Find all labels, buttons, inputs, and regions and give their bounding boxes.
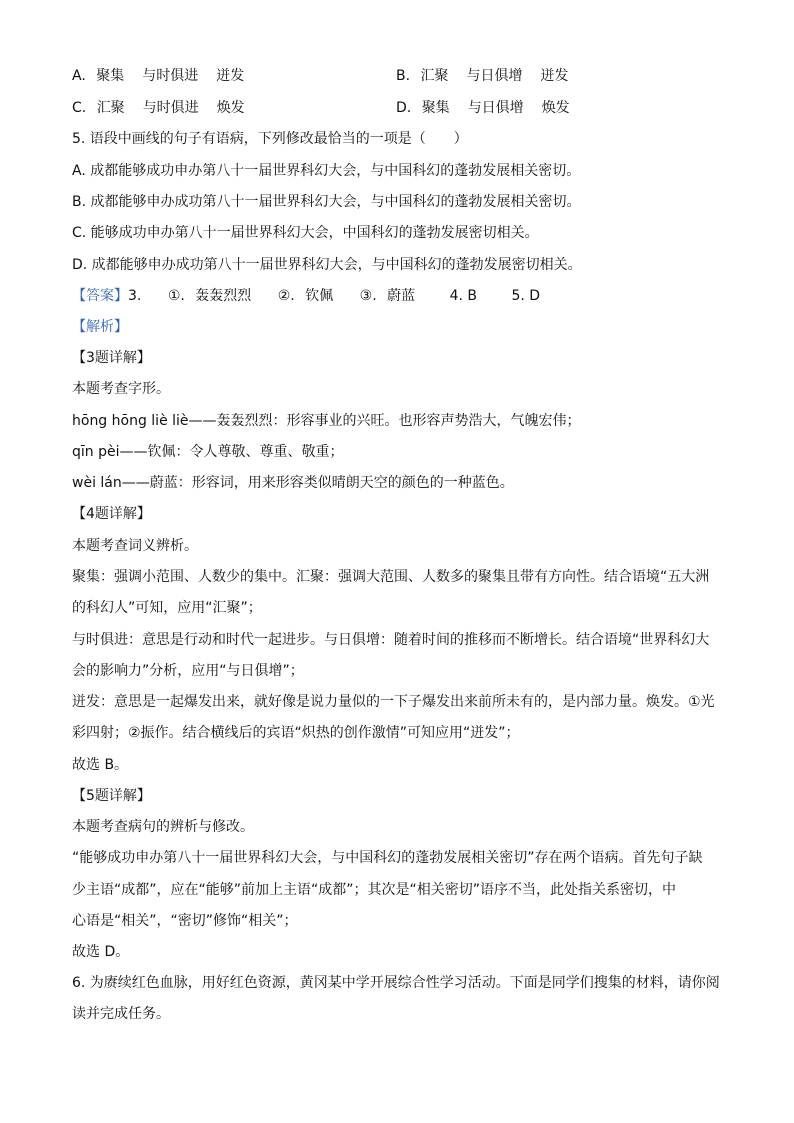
q6-stem-continued: 读并完成任务。 — [72, 1006, 170, 1022]
section-heading-q3: 【3题详解】 — [72, 350, 151, 366]
paragraph: 少主语“成都”，应在“能够”前加上主语“成都”；其次是“相关密切”语序不当，此处指关系密切，中 — [72, 882, 677, 898]
option-word: 迸发 — [540, 68, 569, 84]
option-d — [396, 98, 570, 118]
paragraph: 本题考查字形。 — [72, 381, 170, 397]
paragraph: 的科幻人”可知，应用“汇聚”； — [72, 600, 262, 616]
option-word: 汇聚 — [420, 68, 449, 84]
option-word: 焕发 — [541, 100, 570, 116]
answer-mark: ②. — [277, 288, 295, 304]
option-word: 聚集 — [421, 100, 450, 116]
paragraph: qīn pèi——钦佩：令人尊敬、尊重、敬重； — [72, 444, 344, 460]
paragraph: 彩四射；②振作。结合横线后的宾语“炽热的创作激情”可知应用“迸发”； — [72, 725, 520, 741]
paragraph: 故选 B。 — [72, 757, 129, 773]
option-word: 与日俱增 — [466, 68, 523, 84]
paragraph: hōng hōng liè liè——轰轰烈烈：形容事业的兴旺。也形容声势浩大，气魄宏伟； — [72, 413, 581, 429]
answer-q3-label: 3. — [128, 288, 142, 304]
answer-q4: 4. B — [449, 288, 477, 304]
answer-value: 轰轰烈烈 — [195, 288, 252, 304]
paragraph: 心语是“相关”，“密切”修饰“相关”； — [72, 913, 298, 929]
option-word: 与时俱进 — [142, 68, 199, 84]
answer-tag: 【答案】 — [72, 288, 128, 304]
option-label: A. — [72, 68, 86, 84]
option-word: 迸发 — [216, 68, 245, 84]
paragraph: 与时俱进：意思是行动和时代一起进步。与日俱增：随着时间的推移而不断增长。结合语境“世界科幻大 — [72, 632, 710, 648]
q5-option-d: D. 成都能够申办成功第八十一届世界科幻大会，与中国科幻的蓬勃发展密切相关。 — [72, 257, 582, 273]
option-label: C. — [72, 100, 87, 116]
analysis-tag: 【解析】 — [72, 319, 128, 335]
paragraph: wèi lán——蔚蓝：形容词，用来形容类似晴朗天空的颜色的一种蓝色。 — [72, 475, 514, 491]
answer-value: 蔚蓝 — [387, 288, 416, 304]
answer-value: 钦佩 — [305, 288, 334, 304]
option-word: 与日俱增 — [467, 100, 524, 116]
option-word: 与时俱进 — [142, 100, 199, 116]
paragraph: 本题考查病句的辨析与修改。 — [72, 819, 254, 835]
paragraph: 迸发：意思是一起爆发出来，就好像是说力量似的一下子爆发出来前所未有的，是内部力量。焕发。①光 — [72, 694, 715, 710]
option-label: D. — [396, 100, 412, 116]
option-word: 焕发 — [216, 100, 245, 116]
answer-q5: 5. D — [511, 288, 541, 304]
paragraph: 聚集：强调小范围、人数少的集中。汇聚：强调大范围、人数多的聚集且带有方向性。结合语境“五大洲 — [72, 569, 710, 585]
option-a — [72, 66, 244, 86]
q5-option-a: A. 成都能够成功申办第八十一届世界科幻大会，与中国科幻的蓬勃发展相关密切。 — [72, 163, 581, 179]
section-heading-q5: 【5题详解】 — [72, 788, 151, 804]
option-c — [72, 98, 245, 118]
paragraph: 本题考查词义辨析。 — [72, 538, 198, 554]
paragraph: “能够成功申办第八十一届世界科幻大会，与中国科幻的蓬勃发展相关密切”存在两个语病。首先句子缺 — [72, 850, 703, 866]
section-heading-q4: 【4题详解】 — [72, 506, 151, 522]
q5-option-c: C. 能够成功申办第八十一届世界科幻大会，中国科幻的蓬勃发展密切相关。 — [72, 225, 539, 241]
option-word: 聚集 — [96, 68, 125, 84]
option-label: B. — [396, 68, 411, 84]
option-b — [396, 66, 569, 86]
q5-stem: 5. 语段中画线的句子有语病，下列修改最恰当的一项是（ ） — [72, 131, 468, 147]
answer-mark: ③. — [359, 288, 377, 304]
paragraph: 故选 D。 — [72, 944, 130, 960]
answer-line — [72, 286, 540, 306]
q6-stem: 6. 为赓续红色血脉，用好红色资源，黄冈某中学开展综合性学习活动。下面是同学们搜集的材料，请你阅 — [72, 975, 720, 991]
answer-mark: ①. — [167, 288, 185, 304]
paragraph: 会的影响力”分析，应用“与日俱增”； — [72, 663, 304, 679]
q5-option-b: B. 成都能够申办成功第八十一届世界科幻大会，与中国科幻的蓬勃发展相关密切。 — [72, 194, 581, 210]
option-word: 汇聚 — [96, 100, 125, 116]
